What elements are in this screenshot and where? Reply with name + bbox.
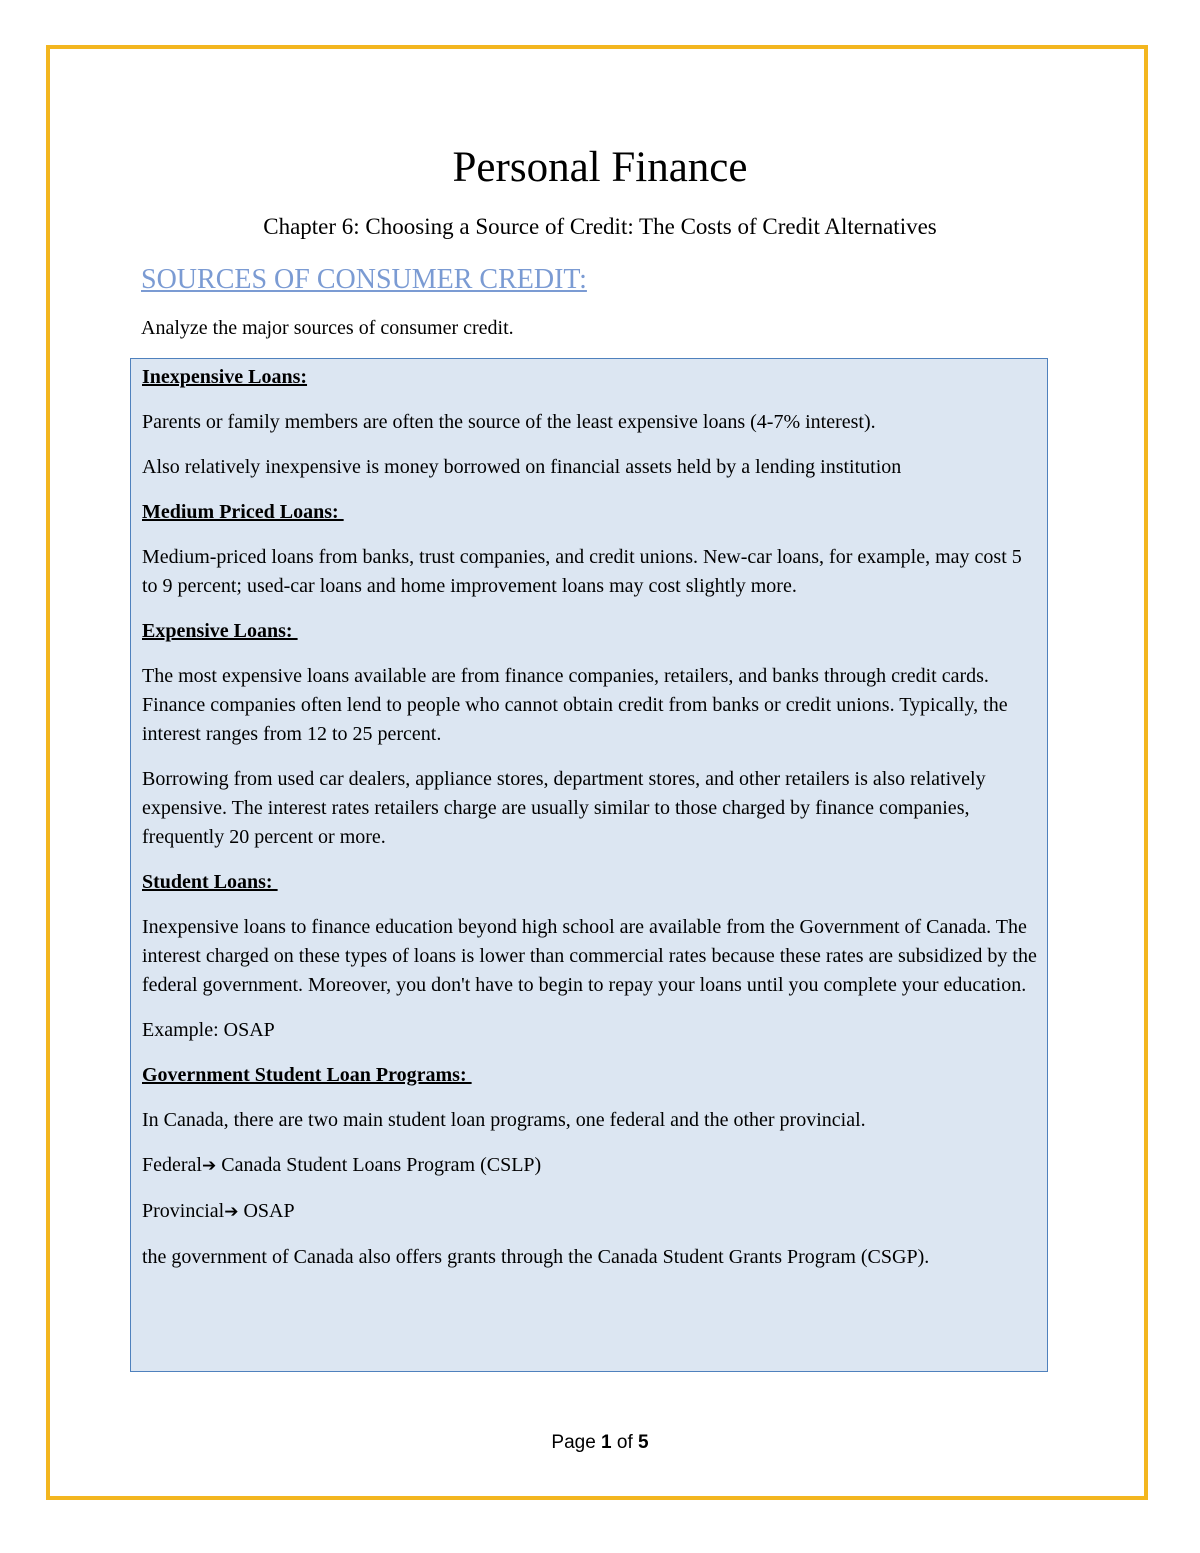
provincial-program-name: OSAP (238, 1200, 295, 1222)
chapter-subtitle: Chapter 6: Choosing a Source of Credit: The Costs of Credit Alternatives (263, 214, 937, 239)
expensive-loans-heading: Expensive Loans: (142, 620, 298, 642)
student-loans-example: Example: OSAP (142, 1019, 275, 1041)
total-page-count: 5 (638, 1432, 649, 1453)
provincial-program-line (142, 1197, 1037, 1227)
page-number-footer (0, 1430, 1200, 1456)
inexpensive-loans-paragraph-1: Parents or family members are often the source of the least expensive loans (4-7% interest). (142, 411, 876, 433)
right-arrow-icon: ➔ (224, 1202, 239, 1222)
intro-text: Analyze the major sources of consumer credit. (141, 317, 514, 339)
federal-program-name: Canada Student Loans Program (CSLP) (216, 1154, 542, 1176)
of-word: of (611, 1432, 639, 1453)
right-arrow-icon: ➔ (201, 1156, 217, 1176)
inexpensive-loans-heading: Inexpensive Loans: (142, 366, 308, 388)
federal-program-line (142, 1151, 1037, 1181)
grants-paragraph: the government of Canada also offers grants through the Canada Student Grants Program (CSGP). (142, 1246, 930, 1268)
page-word: Page (551, 1432, 602, 1453)
medium-loans-heading: Medium Priced Loans: (142, 501, 344, 523)
student-loans-paragraph: Inexpensive loans to finance education beyond high school are available from the Government of Canada. The interest charged on these types of loans is lower than commercial rates because these rates are subsidized by the federal government. Moreover, you don't have to begin to repay your loans until you complete your education. (142, 916, 1042, 996)
government-programs-heading: Government Student Loan Programs: (142, 1064, 472, 1086)
provincial-label: Provincial (142, 1200, 225, 1222)
expensive-loans-paragraph-1: The most expensive loans available are from finance companies, retailers, and banks through credit cards. Finance companies often lend to people who cannot obtain credit from banks or credit unions. Typically, the interest ranges from 12 to 25 percent. (142, 665, 1013, 745)
student-loans-heading: Student Loans: (142, 871, 278, 893)
inexpensive-loans-paragraph-2: Also relatively inexpensive is money borrowed on financial assets held by a lending institution (142, 456, 902, 478)
government-programs-paragraph: In Canada, there are two main student loan programs, one federal and the other provincial. (142, 1109, 866, 1131)
expensive-loans-paragraph-2: Borrowing from used car dealers, appliance stores, department stores, and other retailers is also relatively expensive. The interest rates retailers charge are usually similar to those charged by finance companies, frequently 20 percent or more. (142, 768, 991, 848)
medium-loans-paragraph: Medium-priced loans from banks, trust companies, and credit unions. New-car loans, for example, may cost 5 to 9 percent; used-car loans and home improvement loans may cost slightly more. (142, 546, 1027, 597)
document-title: Personal Finance (452, 144, 748, 191)
federal-label: Federal (142, 1154, 202, 1176)
loan-sources-box (130, 358, 1048, 1372)
section-heading: SOURCES OF CONSUMER CREDIT: (141, 264, 587, 295)
current-page-number: 1 (601, 1432, 612, 1453)
